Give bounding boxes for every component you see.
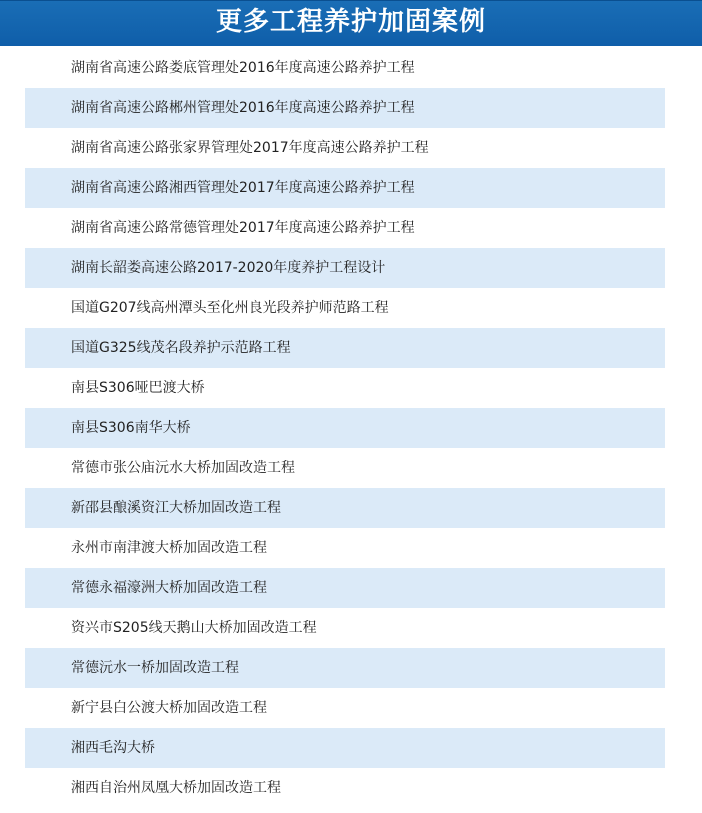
list-item-project: 湖南省高速公路湘西管理处2017年度高速公路养护工程: [25, 168, 665, 208]
list-item-project: 南县S306哑巴渡大桥: [71, 380, 205, 396]
list-item-project: 资兴市S205线天鹅山大桥加固改造工程: [71, 620, 317, 636]
header-banner: [0, 0, 702, 46]
list-item-project: 国道G325线茂名段养护示范路工程: [25, 328, 665, 368]
list-item-project: 湖南省高速公路郴州管理处2016年度高速公路养护工程: [25, 88, 665, 128]
list-item-project: 新邵县酿溪资江大桥加固改造工程: [25, 488, 665, 528]
list-item-project: 湖南长韶娄高速公路2017-2020年度养护工程设计: [25, 248, 665, 288]
list-item-project: 湘西毛沟大桥: [25, 728, 665, 768]
list-item-project: 常德市张公庙沅水大桥加固改造工程: [71, 460, 295, 476]
list-item-project: 湖南省高速公路张家界管理处2017年度高速公路养护工程: [71, 140, 429, 156]
list-item-project: 新宁县白公渡大桥加固改造工程: [71, 700, 267, 716]
list-item-project: 湖南省高速公路娄底管理处2016年度高速公路养护工程: [71, 60, 415, 76]
page-title: 更多工程养护加固案例: [215, 7, 486, 37]
project-list: [25, 48, 665, 808]
list-item-project: 国道G207线高州潭头至化州良光段养护师范路工程: [71, 300, 389, 316]
list-item-project: 常德沅水一桥加固改造工程: [25, 648, 665, 688]
list-item-project: 南县S306南华大桥: [25, 408, 665, 448]
list-item-project: 湖南省高速公路常德管理处2017年度高速公路养护工程: [71, 220, 415, 236]
list-item-project: 永州市南津渡大桥加固改造工程: [71, 540, 267, 556]
list-item-project: 常德永福濠洲大桥加固改造工程: [25, 568, 665, 608]
list-item-project: 湘西自治州凤凰大桥加固改造工程: [71, 780, 281, 796]
